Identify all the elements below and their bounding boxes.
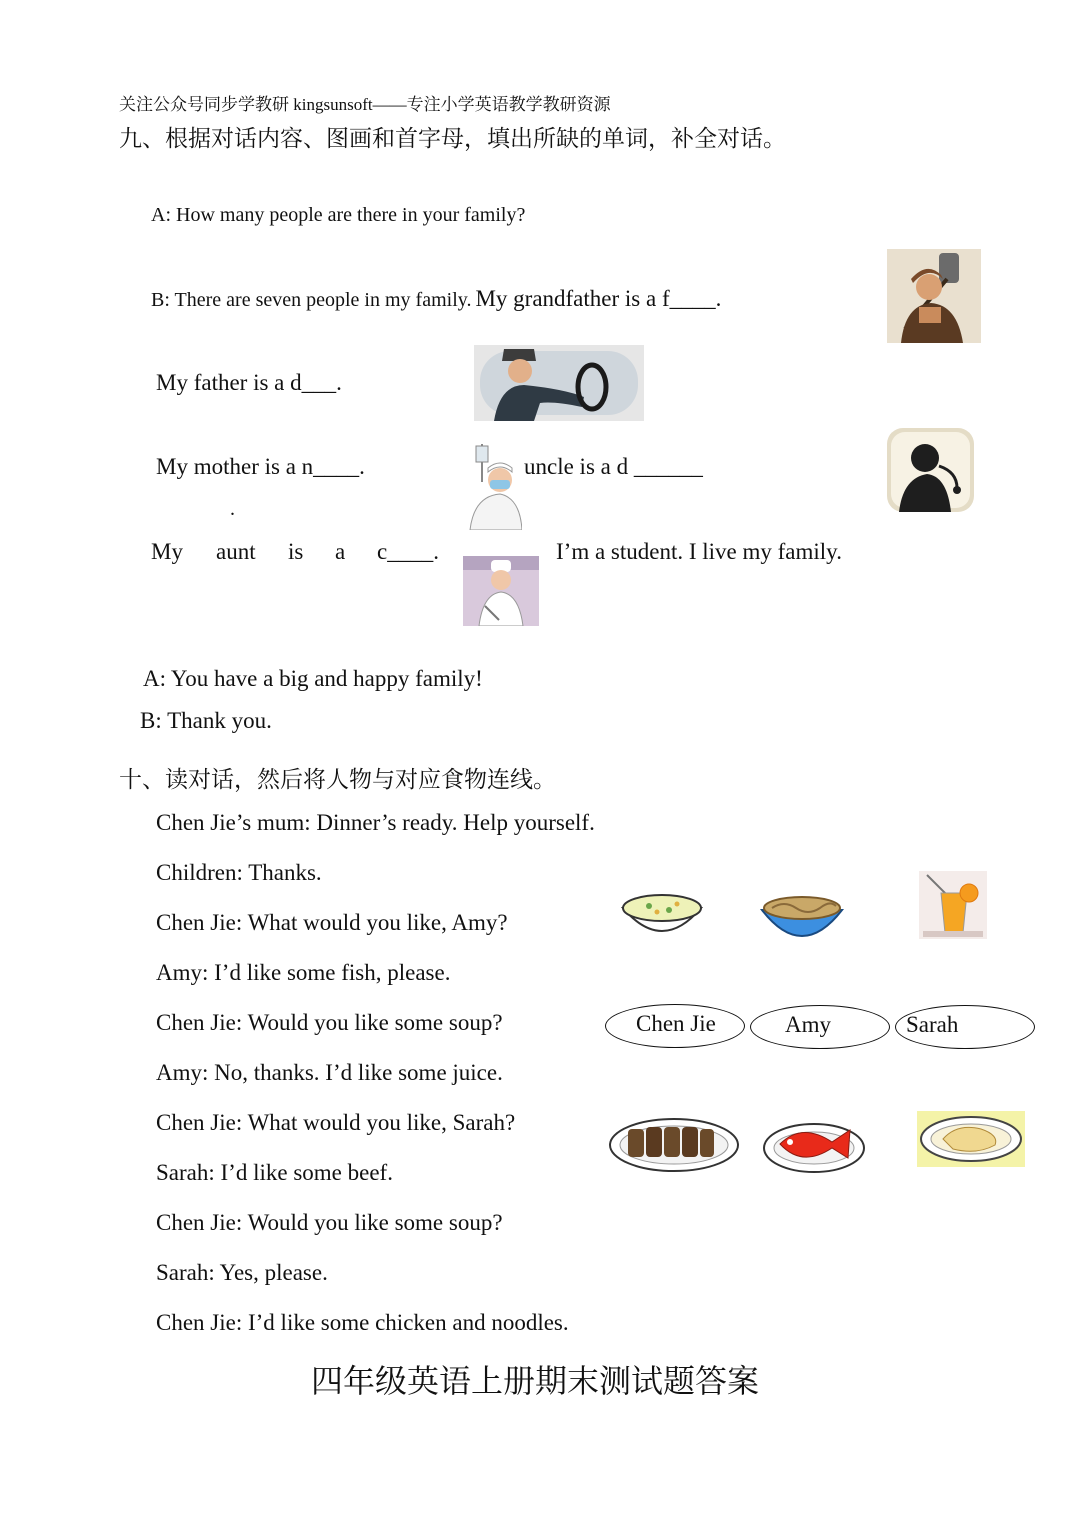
driver-picture	[474, 345, 644, 421]
dialogue-line-a1: A: How many people are there in your family?	[151, 204, 526, 226]
juice-glass-picture	[919, 871, 987, 939]
dialogue-line-b2: B: Thank you.	[140, 708, 272, 733]
name-sarah: Sarah	[906, 1012, 959, 1037]
dialogue-line: Chen Jie: What would you like, Sarah?	[156, 1110, 516, 1135]
b1-start: B: There are seven people in my family.	[151, 289, 472, 311]
dialogue-line: Chen Jie: Would you like some soup?	[156, 1210, 503, 1235]
dialogue-line: Sarah: Yes, please.	[156, 1260, 328, 1285]
dialogue-mother: My mother is a n____.	[156, 454, 365, 479]
stray-dot: .	[230, 498, 235, 520]
name-chen-jie: Chen Jie	[636, 1011, 716, 1036]
b1-grandfather: My grandfather is a f____.	[475, 286, 722, 311]
dialogue-line: Chen Jie: What would you like, Amy?	[156, 910, 508, 935]
nurse-picture	[456, 442, 522, 530]
chicken-plate-picture	[917, 1111, 1025, 1167]
doctor-picture	[887, 428, 974, 512]
name-oval-chen-jie[interactable]	[605, 1004, 745, 1048]
dialogue-aunt-aunt: aunt	[216, 539, 256, 564]
dialogue-student: I’m a student. I live my family.	[556, 539, 842, 564]
dialogue-line: Amy: No, thanks. I’d like some juice.	[156, 1060, 503, 1085]
dialogue-line-b1	[151, 286, 721, 312]
page-header: 关注公众号同步学教研 kingsunsoft——专注小学英语教学教研资源	[119, 95, 611, 114]
dialogue-line-a2: A: You have a big and happy family!	[143, 666, 483, 691]
answer-title: 四年级英语上册期末测试题答案	[311, 1363, 760, 1399]
beef-plate-picture	[608, 1115, 740, 1173]
dialogue-father: My father is a d___.	[156, 370, 342, 395]
fish-plate-picture	[762, 1114, 866, 1174]
dialogue-aunt-a: a	[335, 539, 346, 564]
dialogue-line: Amy: I’d like some fish, please.	[156, 960, 451, 985]
name-oval-amy[interactable]	[750, 1005, 890, 1049]
section-10-heading: 十、读对话，然后将人物与对应食物连线。	[119, 767, 556, 792]
dialogue-uncle: uncle is a d ______	[524, 454, 703, 479]
name-oval-sarah[interactable]	[895, 1005, 1035, 1049]
noodles-bowl-picture	[760, 892, 844, 948]
soup-bowl-picture	[621, 892, 703, 944]
dialogue-line: Sarah: I’d like some beef.	[156, 1160, 393, 1185]
dialogue-aunt-my: My	[151, 539, 183, 564]
dialogue-line: Chen Jie: Would you like some soup?	[156, 1010, 503, 1035]
farmer-picture	[887, 249, 981, 343]
dialogue-line: Children: Thanks.	[156, 860, 322, 885]
dialogue-aunt-blank: c____.	[377, 539, 439, 564]
name-amy: Amy	[785, 1012, 831, 1037]
section-9-heading: 九、根据对话内容、图画和首字母，填出所缺的单词，补全对话。	[119, 126, 786, 151]
cook-picture	[463, 556, 539, 626]
dialogue-line: Chen Jie’s mum: Dinner’s ready. Help yourself.	[156, 810, 595, 835]
dialogue-aunt-is: is	[288, 539, 304, 564]
dialogue-line: Chen Jie: I’d like some chicken and noodles.	[156, 1310, 569, 1335]
